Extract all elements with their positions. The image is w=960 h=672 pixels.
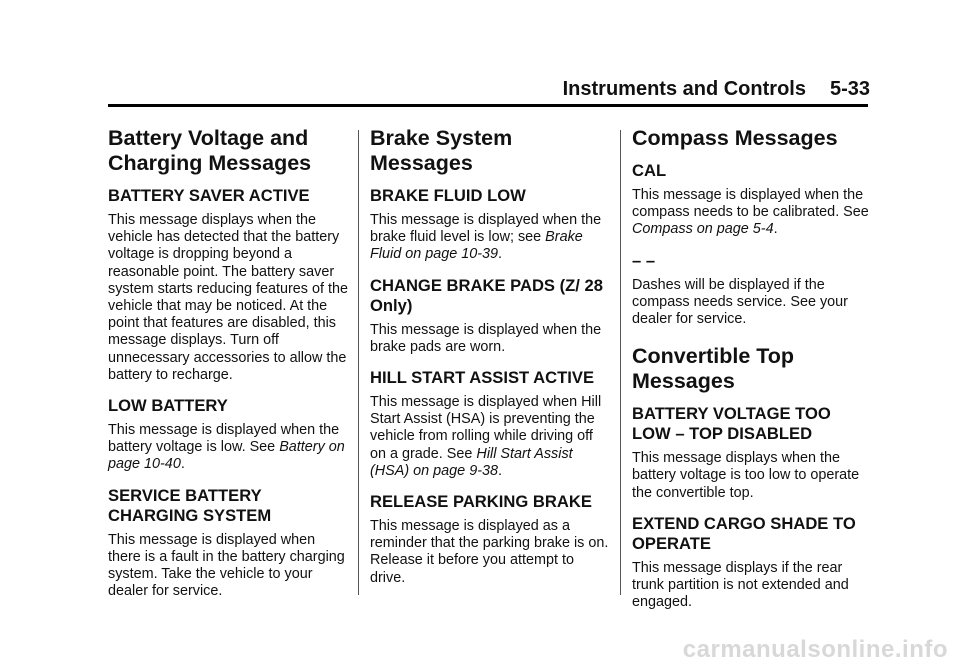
column-3 (632, 126, 872, 611)
column-2 (370, 126, 610, 587)
column-divider (358, 130, 359, 595)
message-body: This message is displayed when there is a fault in the battery charging system. Take the vehicle to your dealer for service. (108, 531, 345, 600)
column-1 (108, 126, 348, 600)
page-number: 5-33 (829, 78, 870, 100)
page-header (560, 78, 870, 101)
cross-reference-link[interactable]: Brake Fluid on page 10-39 (370, 229, 583, 263)
message-heading: BRAKE FLUID LOW (370, 186, 526, 205)
section-title: Instruments and Controls (562, 78, 806, 100)
section-heading: Convertible Top Messages (632, 344, 795, 394)
section-heading: Brake System Messages (370, 126, 513, 175)
header-rule (108, 104, 868, 107)
message-heading: HILL START ASSIST ACTIVE (370, 368, 595, 388)
message-heading: RELEASE PARKING BRAKE (370, 492, 592, 512)
message-body: This message is displayed as a reminder that the parking brake is on. Release it before you attempt to drive. (370, 518, 609, 586)
message-heading: LOW BATTERY (108, 396, 228, 416)
column-divider (620, 130, 621, 595)
message-heading: SERVICE BATTERY CHARGING SYSTEM (108, 485, 272, 525)
message-heading: CAL (632, 161, 667, 180)
message-body: This message displays when the vehicle has detected that the battery voltage is dropping beyond a reasonable point. The battery saver system starts reducing features of the vehicle that may be noticed. At the point that features are disabled, this message displays. Turn off unnecessary accessories to allow the battery to recharge. (108, 212, 348, 383)
message-body: This message is displayed when the compass needs to be calibrated. See Compass on page 5-4. (632, 187, 869, 238)
section-heading: Compass Messages (632, 126, 838, 150)
message-body: This message displays if the rear trunk partition is not extended and engaged. (632, 559, 849, 611)
cross-reference-link[interactable]: Hill Start Assist (HSA) on page 9-38 (370, 445, 573, 479)
message-body: This message displays when the battery voltage is too low to operate the convertible top. (632, 450, 860, 501)
message-heading: – – (632, 250, 656, 270)
message-body: This message is displayed when the brake pads are worn. (370, 321, 602, 355)
watermark: carmanualsonline.info (682, 636, 948, 663)
cross-reference-link[interactable]: Battery on page 10-40 (108, 439, 345, 473)
message-heading: BATTERY SAVER ACTIVE (108, 186, 310, 205)
message-body: This message is displayed when Hill Start Assist (HSA) is preventing the vehicle from rolling while driving off on a grade. See Hill Start Assist (HSA) on page 9-38. (370, 394, 602, 479)
section-heading: Battery Voltage and Charging Messages (108, 126, 312, 175)
message-body: This message is displayed when the battery voltage is low. See Battery on page 10-40. (108, 422, 345, 473)
message-heading: EXTEND CARGO SHADE TO OPERATE (632, 513, 856, 553)
message-body: Dashes will be displayed if the compass needs service. See your dealer for service. (632, 276, 848, 328)
cross-reference-link[interactable]: Compass on page 5-4 (632, 221, 774, 238)
message-heading: CHANGE BRAKE PADS (Z/ 28 Only) (370, 275, 603, 315)
message-heading: BATTERY VOLTAGE TOO LOW – TOP DISABLED (632, 404, 831, 444)
message-body: This message is displayed when the brake fluid level is low; see Brake Fluid on page 10-39. (370, 212, 602, 263)
